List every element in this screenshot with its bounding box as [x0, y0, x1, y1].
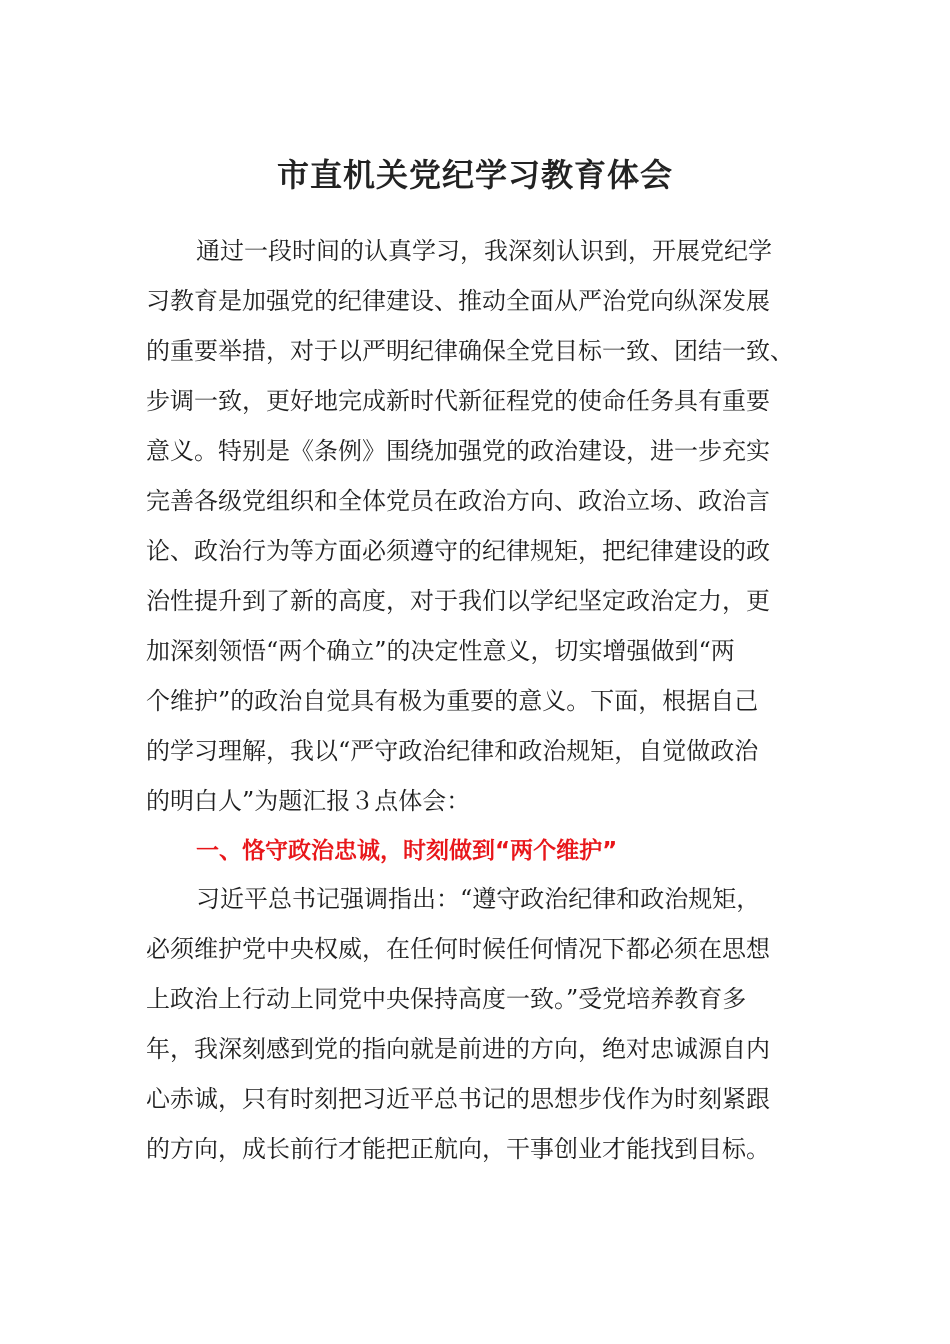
text-line: 的方向，成长前行才能把正航向，干事创业才能找到目标。 — [146, 1135, 770, 1163]
paragraph-intro — [146, 226, 802, 826]
section-heading: 一、恪守政治忠诚，时刻做到“两个维护” — [196, 838, 618, 864]
text-line: 的学习理解，我以“严守政治纪律和政治规矩，自觉做政治 — [146, 737, 759, 765]
text-line: 论、政治行为等方面必须遵守的纪律规矩，把纪律建设的政 — [146, 537, 770, 565]
paragraph-section1 — [146, 874, 802, 1174]
text-line: 习近平总书记强调指出：“遵守政治纪律和政治规矩， — [196, 885, 761, 913]
text-line: 通过一段时间的认真学习，我深刻认识到，开展党纪学 — [196, 237, 772, 265]
text-line: 个维护”的政治自觉具有极为重要的意义。下面，根据自己 — [146, 687, 759, 715]
text-line: 年，我深刻感到党的指向就是前进的方向，绝对忠诚源自内 — [146, 1035, 770, 1063]
text-line: 完善各级党组织和全体党员在政治方向、政治立场、政治言 — [146, 487, 770, 515]
text-line: 治性提升到了新的高度，对于我们以学纪坚定政治定力，更 — [146, 587, 770, 615]
text-line: 心赤诚，只有时刻把习近平总书记的思想步伐作为时刻紧跟 — [146, 1085, 770, 1113]
text-line: 上政治上行动上同党中央保持高度一致。”受党培养教育多 — [146, 985, 747, 1013]
text-line: 习教育是加强党的纪律建设、推动全面从严治党向纵深发展 — [146, 287, 770, 315]
document-title: 市直机关党纪学习教育体会 — [276, 156, 673, 194]
text-line: 加深刻领悟“两个确立”的决定性意义，切实增强做到“两 — [146, 637, 735, 665]
text-line: 必须维护党中央权威，在任何时候任何情况下都必须在思想 — [146, 935, 770, 963]
text-line: 意义。特别是《条例》围绕加强党的政治建设，进一步充实 — [146, 437, 770, 465]
text-line: 的重要举措，对于以严明纪律确保全党目标一致、团结一致、 — [146, 337, 794, 365]
text-line: 的明白人”为题汇报３点体会： — [146, 787, 471, 815]
text-line: 步调一致，更好地完成新时代新征程党的使命任务具有重要 — [146, 387, 770, 415]
